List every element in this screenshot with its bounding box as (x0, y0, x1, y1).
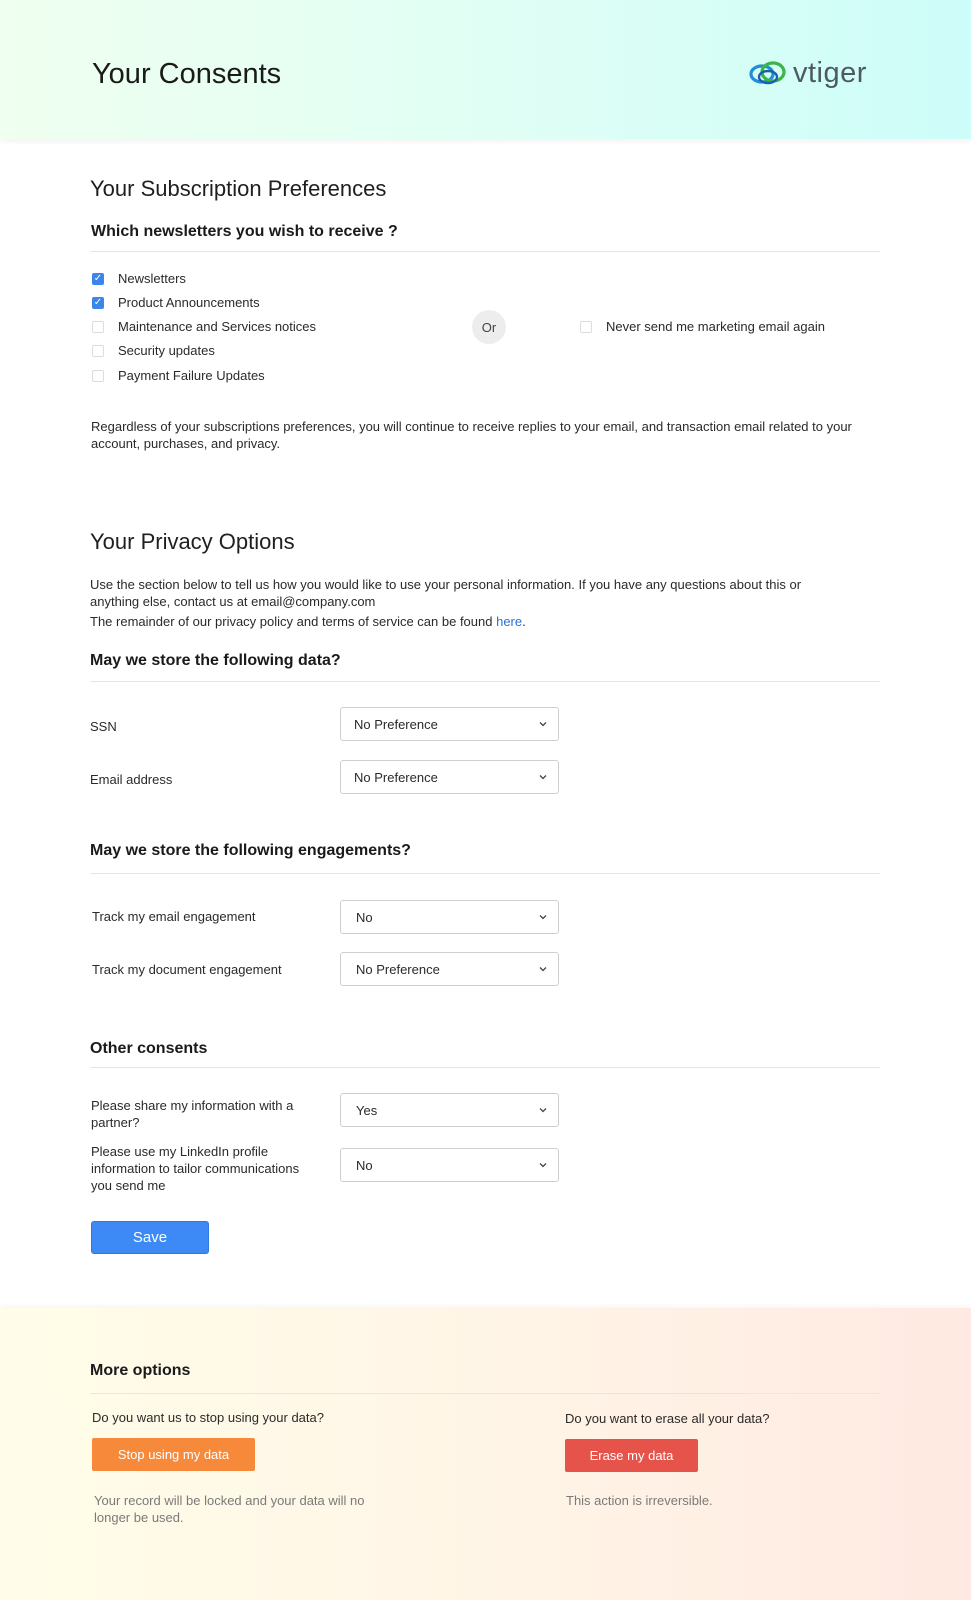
checkbox-checked-icon[interactable] (92, 297, 104, 309)
checkbox-label: Product Announcements (118, 295, 260, 310)
select-value: No Preference (354, 716, 438, 732)
vtiger-logo[interactable] (747, 55, 867, 91)
checkbox-unchecked-icon[interactable] (580, 321, 592, 333)
field-label-share-partner: Please share my information with a partner? (91, 1098, 294, 1130)
stop-using-data-button[interactable]: Stop using my data (92, 1438, 255, 1471)
checkbox-unchecked-icon[interactable] (92, 370, 104, 382)
privacy-policy-line (90, 613, 526, 630)
page-title: Your Consents (92, 58, 282, 90)
select-value: No (356, 909, 373, 925)
divider (90, 1393, 880, 1394)
divider (90, 681, 880, 682)
erase-data-question: Do you want to erase all your data? (565, 1411, 770, 1426)
checkbox-unchecked-icon[interactable] (92, 321, 104, 333)
select-value: No Preference (356, 961, 440, 977)
checkbox-security-updates[interactable] (92, 343, 215, 358)
select-value: No Preference (354, 769, 438, 785)
select-email-address[interactable] (340, 760, 559, 794)
more-options-panel (0, 1308, 971, 1600)
engagement-question: May we store the following engagements? (90, 842, 411, 859)
field-label-email: Email address (90, 772, 173, 787)
divider (90, 1067, 880, 1068)
stop-using-note: Your record will be locked and your data will no longer be used. (94, 1493, 365, 1525)
checkbox-unchecked-icon[interactable] (92, 345, 104, 357)
select-document-engagement[interactable] (340, 952, 559, 986)
chevron-down-icon (539, 1161, 547, 1169)
chevron-down-icon (539, 1106, 547, 1114)
privacy-title: Your Privacy Options (90, 529, 295, 554)
page-header (0, 0, 971, 139)
more-options-title: More options (90, 1362, 191, 1379)
stop-using-question: Do you want us to stop using your data? (92, 1410, 324, 1425)
data-question: May we store the following data? (90, 652, 341, 669)
checkbox-label: Never send me marketing email again (606, 319, 825, 334)
checkbox-label: Security updates (118, 343, 215, 358)
other-consents-title: Other consents (90, 1040, 208, 1057)
chevron-down-icon (539, 965, 547, 973)
save-button[interactable]: Save (91, 1221, 209, 1254)
erase-data-note: This action is irreversible. (566, 1493, 713, 1508)
select-share-partner[interactable] (340, 1093, 559, 1127)
subscription-title: Your Subscription Preferences (90, 176, 387, 201)
logo-text: vtiger (793, 56, 867, 89)
newsletter-question: Which newsletters you wish to receive ? (91, 223, 398, 240)
select-value: No (356, 1157, 373, 1173)
chevron-down-icon (539, 913, 547, 921)
checkbox-label: Payment Failure Updates (118, 368, 265, 383)
cloud-logo-icon (747, 57, 791, 89)
checkbox-label: Maintenance and Services notices (118, 319, 317, 334)
policy-text: The remainder of our privacy policy and terms of service can be found (90, 614, 497, 629)
privacy-intro: Use the section below to tell us how you would like to use your personal information. If you have any questions about this or anything else, contact us at email@company.com (90, 577, 802, 609)
divider (90, 251, 880, 252)
divider (90, 873, 880, 874)
checkbox-label: Newsletters (118, 271, 186, 286)
select-ssn[interactable] (340, 707, 559, 741)
select-email-engagement[interactable] (340, 900, 559, 934)
chevron-down-icon (539, 720, 547, 728)
or-separator: Or (472, 310, 506, 344)
checkbox-newsletters[interactable] (92, 271, 186, 286)
checkbox-product-announcements[interactable] (92, 295, 260, 310)
policy-end: . (522, 614, 526, 629)
policy-link[interactable]: here (496, 614, 523, 629)
subscription-note: Regardless of your subscriptions preferences, you will continue to receive replies to your email, and transaction email related to your account, purchases, and privacy. (91, 419, 852, 451)
checkbox-never-send-marketing[interactable] (580, 319, 825, 334)
field-label-email-engagement: Track my email engagement (92, 909, 256, 924)
checkbox-payment-failure-updates[interactable] (92, 368, 265, 383)
field-label-document-engagement: Track my document engagement (92, 962, 282, 977)
checkbox-checked-icon[interactable] (92, 273, 104, 285)
checkbox-maintenance-notices[interactable] (92, 319, 316, 334)
field-label-ssn: SSN (90, 719, 117, 734)
erase-data-button[interactable]: Erase my data (565, 1439, 698, 1472)
select-linkedin-profile[interactable] (340, 1148, 559, 1182)
select-value: Yes (356, 1102, 378, 1118)
chevron-down-icon (539, 773, 547, 781)
field-label-linkedin-profile: Please use my LinkedIn profile information to tailor communications you send me (91, 1144, 300, 1193)
